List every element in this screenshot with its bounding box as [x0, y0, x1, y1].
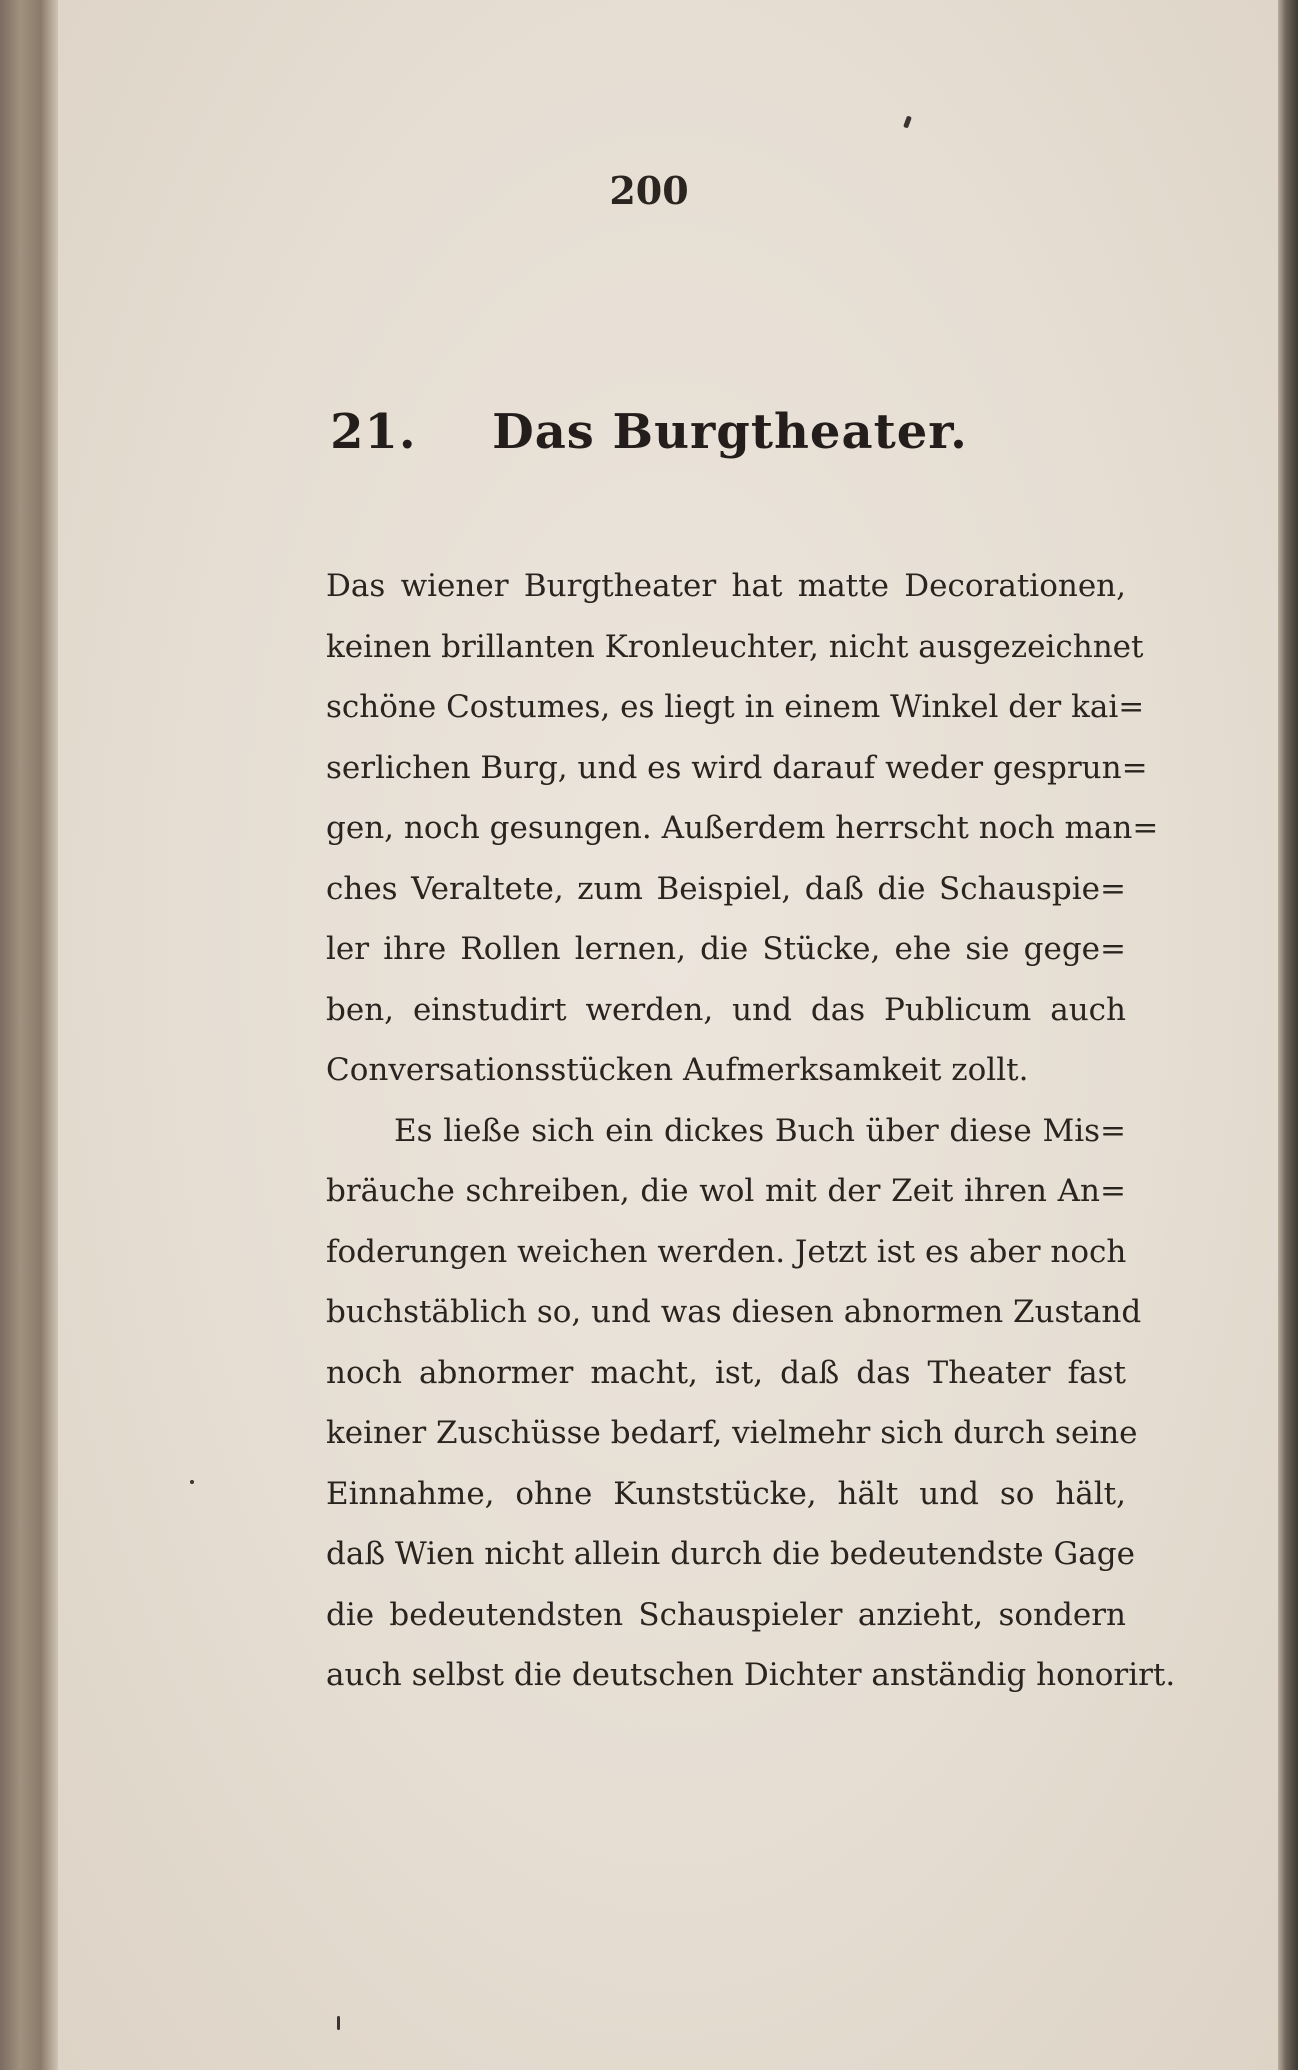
text-line: foderungen weichen werden. Jetzt ist es aber noch [326, 1233, 1127, 1270]
text-line: serlichen Burg, und es wird darauf weder gesprun= [326, 749, 1148, 786]
text-line: die bedeutendsten Schauspieler anzieht, sondern [326, 1596, 1126, 1633]
page-edge [1278, 0, 1298, 2070]
text-line: bräuche schreiben, die wol mit der Zeit ihren An= [326, 1173, 1126, 1209]
paragraph [326, 556, 1159, 1101]
binding-edge [0, 0, 58, 2070]
text-line: schöne Costumes, es liegt in einem Winkel der kai= [326, 689, 1145, 725]
text-line: ben, einstudirt werden, und das Publicum auch [326, 991, 1126, 1028]
text-line: buchstäblich so, und was diesen abnormen Zustand [326, 1294, 1142, 1330]
paragraph [326, 1101, 1176, 1706]
text-line: Conversationsstücken Aufmerksamkeit zollt. [326, 1052, 1029, 1088]
page-number: 200 [609, 168, 689, 213]
chapter-number: 21. [330, 404, 417, 460]
text-line: Es ließe sich ein dickes Buch über diese Mis= [394, 1112, 1126, 1149]
text-line: Einnahme, ohne Kunststücke, hält und so hält, [326, 1475, 1126, 1512]
text-line: ler ihre Rollen lernen, die Stücke, ehe sie gege= [326, 931, 1126, 967]
text-line: keiner Zuschüsse bedarf, vielmehr sich durch seine [326, 1415, 1138, 1451]
chapter-heading [0, 404, 1298, 460]
ink-speck [190, 1480, 194, 1484]
body-text [326, 556, 1176, 1706]
text-line: gen, noch gesungen. Außerdem herrscht noch man= [326, 810, 1159, 846]
text-line: daß Wien nicht allein durch die bedeutendste Gage [326, 1536, 1135, 1572]
text-line: noch abnormer macht, ist, daß das Theater fast [326, 1354, 1126, 1391]
text-line: ches Veraltete, zum Beispiel, daß die Schauspie= [326, 870, 1126, 907]
ink-speck [337, 2016, 340, 2030]
chapter-title: Das Burgtheater. [492, 404, 968, 460]
text-line: keinen brillanten Kronleuchter, nicht ausgezeichnet [326, 628, 1144, 665]
text-line: Das wiener Burgtheater hat matte Decorationen, [326, 568, 1126, 604]
text-line: auch selbst die deutschen Dichter anständig honorirt. [326, 1657, 1176, 1693]
